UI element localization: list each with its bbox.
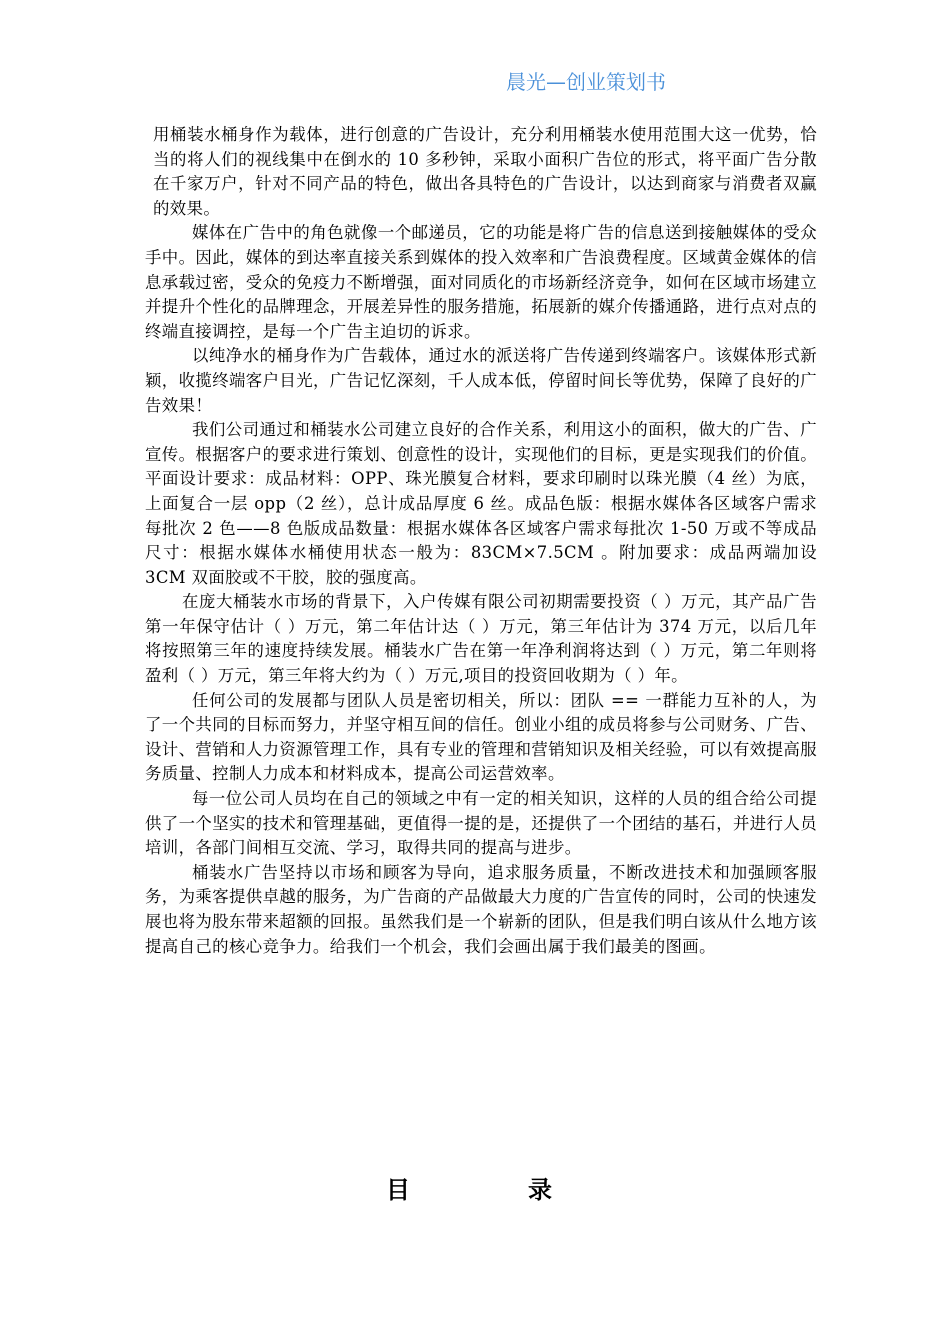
paragraph-intro: 用桶装水桶身作为载体，进行创意的广告设计，充分利用桶装水使用范围大这一优势，恰当的将人们的视线集中在倒水的 10 多秒钟，采取小面积广告位的形式，将平面广告分散在千家万户，针对不同产品的特色，做出各具特色的广告设计，以达到商家与消费者双赢的效果。 — [153, 125, 817, 218]
paragraph-carrier: 以纯净水的桶身作为广告载体，通过水的派送将广告传递到终端客户。该媒体形式新颖，收揽终端客户目光，广告记忆深刻，千人成本低，停留时间长等优势，保障了良好的广告效果！ — [145, 346, 817, 415]
paragraph-conclusion: 桶装水广告坚持以市场和顾客为导向，追求服务质量，不断改进技术和加强顾客服务，为乘客提供卓越的服务，为广告商的产品做最大力度的广告宣传的同时，公司的快速发展也将为股东带来超额的回报。虽然我们是一个崭新的团队，但是我们明白该从什么地方该提高自己的核心竞争力。给我们一个机会，我们会画出属于我们最美的图画。 — [145, 862, 817, 956]
paragraph-staff: 每一位公司人员均在自己的领域之中有一定的相关知识，这样的人员的组合给公司提供了一个坚实的技术和管理基础，更值得一提的是，还提供了一个团结的基石，并进行人员培训，各部门间相互交流、学习，取得共同的提高与进步。 — [145, 789, 817, 858]
document-header: 晨光—创业策划书 — [506, 70, 666, 94]
paragraph-media-role: 媒体在广告中的角色就像一个邮递员，它的功能是将广告的信息送到接触媒体的受众手中。因此，媒体的到达率直接关系到媒体的投入效率和广告浪费程度。区域黄金媒体的信息承载过密，受众的免疫力不断增强，面对同质化的市场新经济竞争，如何在区域市场建立并提升个性化的品牌理念，开展差异性的服务措施，拓展新的媒介传播通路，进行点对点的终端直接调控，是每一个广告主迫切的诉求。 — [145, 223, 817, 341]
paragraph-investment: 在庞大桶装水市场的背景下，入户传媒有限公司初期需要投资（ ）万元，其产品广告第一年保守估计（ ）万元，第二年估计达（ ）万元，第三年估计为 374 万元，以后几年将按照第三年的速度持续发展。桶装水广告在第一年净利润将达到（ ）万元，第二年则将盈利（ ）万元，第三年将大约为（ ）万元,项目的投资回收期为（ ）年。 — [145, 592, 817, 686]
paragraph-team: 任何公司的发展都与团队人员是密切相关，所以：团队 == 一群能力互补的人，为了一个共同的目标而努力，并坚守相互间的信任。创业小组的成员将参与公司财务、广告、设计、营销和人力资源管理工作，具有专业的管理和营销知识及相关经验，可以有效提高服务质量、控制人力成本和材料成本，提高公司运营效率。 — [145, 690, 817, 784]
toc-char-2: 录 — [528, 1176, 552, 1204]
paragraph-design-requirements: 我们公司通过和桶装水公司建立良好的合作关系，利用这小的面积，做大的广告、广宣传。根据客户的要求进行策划、创意性的设计，实现他们的目标，更是实现我们的价值。平面设计要求：成品材料：OPP、珠光膜复合材料，要求印刷时以珠光膜（4 丝）为底，上面复合一层 opp（2 丝），总计成品厚度 6 丝。成品色版：根据水媒体各区域客户需求每批次 2 色——8 色版成品数量：根据水媒体各区域客户需求每批次 1-50 万或不等成品尺寸：根据水媒体水桶使用状态一般为：83CM×7.5CM 。附加要求：成品两端加设 3CM 双面胶或不干胶，胶的强度高。 — [145, 420, 817, 587]
table-of-contents-title — [386, 1170, 552, 1205]
document-body — [145, 123, 817, 959]
toc-char-1: 目 — [386, 1176, 410, 1204]
